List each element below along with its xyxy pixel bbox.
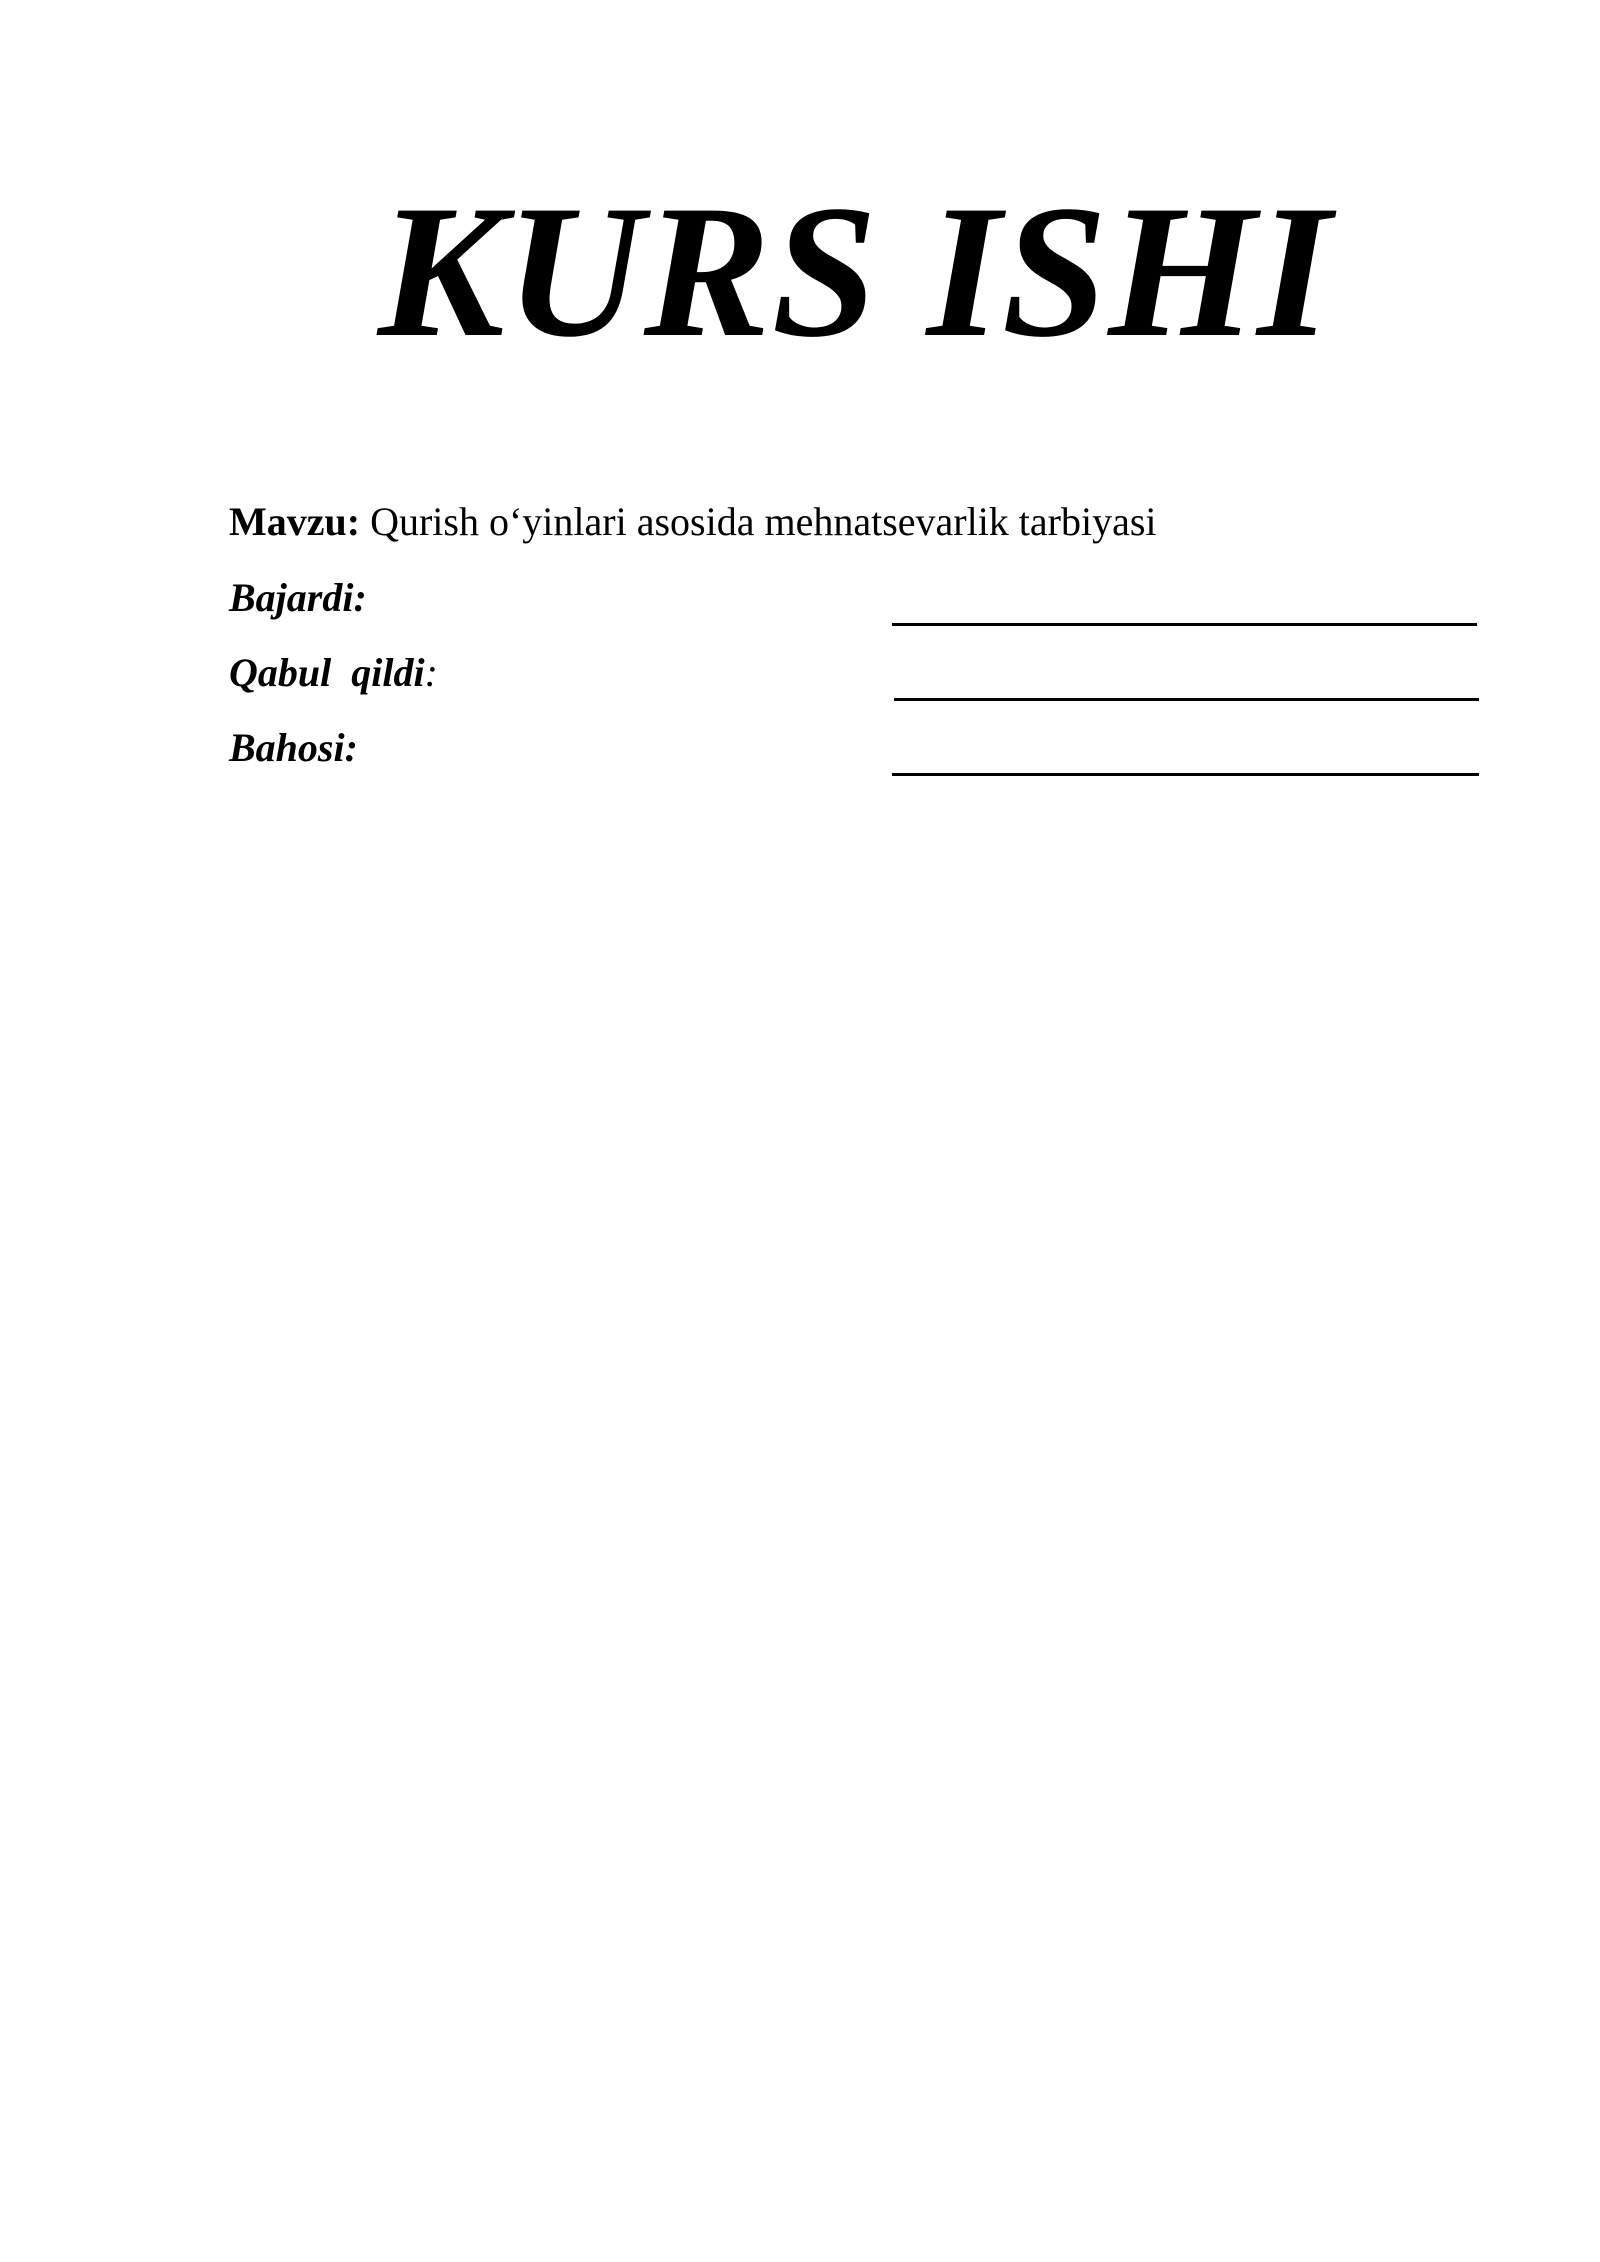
field-label-text: Qabul qildi <box>229 650 425 695</box>
field-row-bajardi <box>229 568 1479 632</box>
field-label-text: Bahosi: <box>229 725 358 770</box>
field-label-qabul-qildi <box>229 643 438 703</box>
field-row-bahosi <box>229 718 1479 782</box>
field-row-qabul-qildi <box>229 643 1479 707</box>
topic-value: Qurish o‘yinlari asosida mehnatsevarlik tarbiyasi <box>370 499 1157 544</box>
blank-line-bahosi <box>892 773 1479 776</box>
topic-label: Mavzu: <box>229 499 361 544</box>
field-label-bajardi <box>229 568 367 628</box>
blank-line-bajardi <box>892 623 1477 626</box>
topic-line <box>229 492 1157 552</box>
field-label-bahosi <box>229 718 358 778</box>
blank-line-qabul-qildi <box>894 698 1479 701</box>
field-label-colon: : <box>424 650 438 695</box>
document-title: KURS ISHI <box>377 167 1333 377</box>
field-label-text: Bajardi: <box>229 575 367 620</box>
